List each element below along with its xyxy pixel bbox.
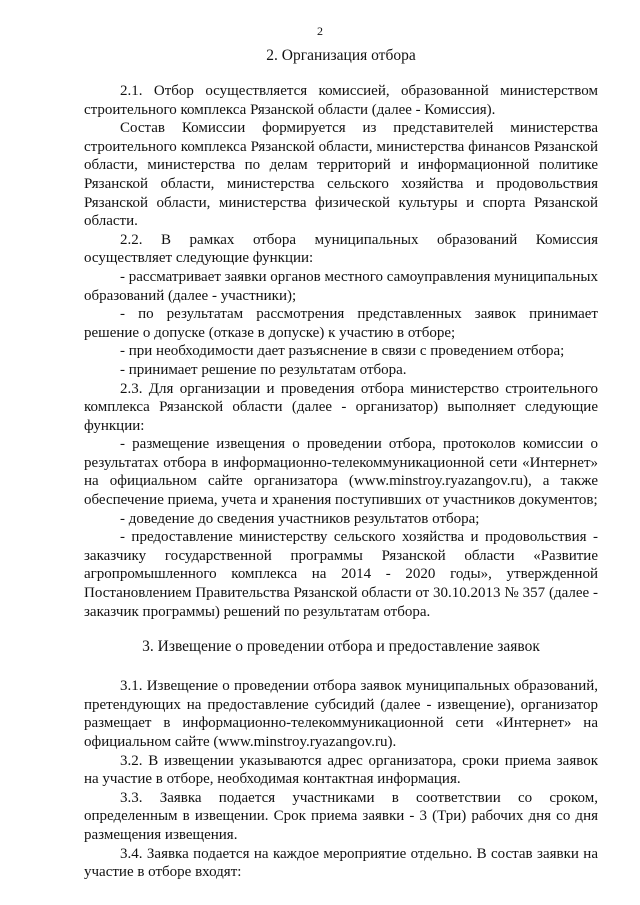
paragraph-2-2: 2.2. В рамках отбора муниципальных образований Комиссия осуществляет следующие функции:	[84, 231, 598, 267]
list-item-publication: - размещение извещения о проведении отбора, протоколов комиссии о результатах отбора в информационно-телекоммуникационной сети «Интернет» на официальном сайте организатора (www.minstroy.ryazangov.ru), а также обеспечение приема, учета и хранения поступивших от участников документов;	[84, 436, 598, 509]
page-number: 2	[317, 24, 323, 38]
section-3-title: 3. Извещение о проведении отбора и предоставление заявок	[142, 638, 540, 656]
paragraph-2-3: 2.3. Для организации и проведения отбора министерство строительного комплекса Рязанской области (далее - организатор) выполняет следующие функции:	[84, 380, 598, 434]
document-body	[84, 46, 598, 882]
list-item-review-applications: - рассматривает заявки органов местного самоуправления муниципальных образований (далее - участники);	[84, 268, 598, 304]
paragraph-3-2: 3.2. В извещении указываются адрес организатора, сроки приема заявок на участие в отборе, необходимая контактная информация.	[84, 752, 598, 788]
section-2-title: 2. Организация отбора	[266, 47, 416, 64]
paragraph-commission-composition: Состав Комиссии формируется из представителей министерства строительного комплекса Рязанской области, министерства финансов Рязанской области, министерства по делам территорий и информационной политике Рязанской области, министерства сельского хозяйства и продовольствия Рязанской области, министерства физической культуры и спорта Рязанской области.	[84, 120, 598, 230]
list-item-clarification: - при необходимости дает разъяснение в связи с проведением отбора;	[120, 343, 565, 360]
paragraph-3-4: 3.4. Заявка подается на каждое мероприятие отдельно. В состав заявки на участие в отборе входят:	[84, 845, 598, 881]
paragraph-3-3: 3.3. Заявка подается участниками в соответствии со сроком, определенным в извещении. Срок приема заявки - 3 (Три) рабочих дня со дня размещения извещения.	[84, 789, 598, 843]
list-item-admission-decision: - по результатам рассмотрения представленных заявок принимает решение о допуске (отказе в допуске) к участию в отборе;	[84, 306, 598, 341]
paragraph-2-1: 2.1. Отбор осуществляется комиссией, образованной министерством строительного комплекса Рязанской области (далее - Комиссия).	[84, 83, 598, 118]
list-item-provide-decisions: - предоставление министерству сельского хозяйства и продовольствия - заказчику государственной программы Рязанской области «Развитие агропромышленного комплекса на 2014 - 2020 годы», утвержденной Постановлением Правительства Рязанской области от 30.10.2013 № 357 (далее - заказчик программы) решений по результатам отбора.	[84, 529, 598, 620]
list-item-selection-decision: - принимает решение по результатам отбора.	[120, 361, 407, 378]
list-item-notify-participants: - доведение до сведения участников результатов отбора;	[120, 510, 480, 527]
paragraph-3-1: 3.1. Извещение о проведении отбора заявок муниципальных образований, претендующих на предоставление субсидий (далее - извещение), организатор размещает в информационно-телекоммуникационной сети «Интернет» на официальном сайте (www.minstroy.ryazangov.ru).	[84, 678, 598, 750]
